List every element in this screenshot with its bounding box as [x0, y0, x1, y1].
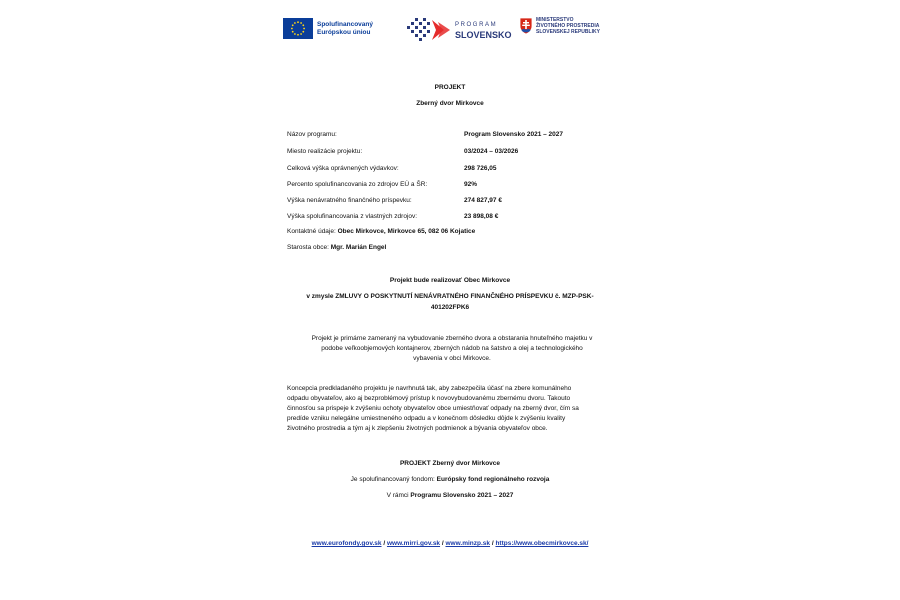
link-separator: /: [381, 540, 387, 547]
mayor-value: Mgr. Marián Engel: [330, 244, 387, 251]
detail-row-cofinancing-percent: [287, 181, 617, 190]
detail-value: 03/2024 – 03/2026: [464, 148, 519, 155]
paragraph-line: odpadu obyvateľov, ako aj bezproblémový prístup k novovybudovanému zbernému dvoru. Takouto: [287, 395, 571, 402]
eu-logo-line1: Spolufinancovaný: [317, 20, 373, 28]
logo-bar: [283, 14, 618, 48]
detail-value: 298 726,05: [464, 165, 497, 172]
contact-info: [287, 228, 617, 237]
mayor-label: Starosta obce:: [287, 244, 331, 251]
program-name: Programu Slovensko 2021 – 2027: [410, 492, 514, 499]
realization-line2: v zmysle ZMLUVY O POSKYTNUTÍ NENÁVRATNÉHO FINANČNÉHO PRÍSPEVKU č. MZP-PSK-: [306, 293, 594, 300]
link-obec-mirkovce[interactable]: https://www.obecmirkovce.sk/: [495, 540, 589, 547]
link-eurofondy[interactable]: www.eurofondy.gov.sk: [311, 540, 382, 547]
detail-label: Výška spolufinancovania z vlastných zdrojov:: [287, 213, 418, 220]
link-separator: /: [440, 540, 446, 547]
paragraph-concept: [287, 384, 617, 434]
program-slovensko-logo: [406, 16, 512, 44]
footer-project-title: PROJEKT Zberný dvor Mirkovce: [399, 460, 501, 467]
paragraph-line: Koncepcia predkladaného projektu je navrhnutá tak, aby zabezpečila účasť na zbere komunálneho: [287, 385, 572, 392]
detail-row-total-expenses: [287, 165, 617, 174]
project-name: Zberný dvor Mirkovce: [416, 100, 484, 107]
detail-label: Percento spolufinancovania zo zdrojov EÚ a ŠR:: [287, 181, 428, 188]
detail-row-grant-amount: [287, 197, 617, 206]
eu-flag-icon: [283, 18, 313, 39]
realization-line1: Projekt bude realizovať Obec Mirkovce: [389, 277, 511, 284]
fund-prefix: Je spolufinancovaný fondom:: [350, 476, 437, 483]
link-mirri[interactable]: www.mirri.gov.sk: [386, 540, 441, 547]
program-slovensko-mark-icon: [406, 16, 452, 44]
program-prefix: V rámci: [386, 492, 411, 499]
mayor-info: [287, 244, 617, 253]
detail-label: Miesto realizácie projektu:: [287, 148, 363, 155]
paragraph-line: činnosťou sa prispeje k zvýšeniu ochoty obyvateľov obce umiestňovať odpady na zberný dvor, čím sa: [287, 405, 579, 412]
links-footer: [280, 540, 620, 547]
detail-row-location: [287, 148, 617, 157]
ministry-line2: ŽIVOTNÉHO PROSTREDIA: [536, 23, 600, 29]
ministry-line3: SLOVENSKEJ REPUBLIKY: [536, 29, 600, 35]
paragraph-line: životného prostredia a tým aj k zlepšeniu životných podmienok a bývania obyvateľov obce.: [287, 425, 548, 432]
paragraph-line: podobe veľkoobjemových kontajnerov, zberných nádob na šatstvo a olej a technologického: [321, 345, 583, 352]
detail-value: 92%: [464, 181, 478, 188]
eu-logo-line2: Európskou úniou: [317, 28, 371, 36]
fund-name: Európsky fond regionálneho rozvoja: [436, 476, 550, 483]
ministry-logo: [519, 17, 600, 35]
paragraph-line: Projekt je primárne zameraný na vybudovanie zberného dvora a obstarania hnuteľného majetku v: [311, 335, 593, 342]
detail-row-program: [287, 131, 617, 140]
contact-value: Obec Mirkovce, Mirkovce 65, 082 06 Kojatice: [337, 228, 476, 235]
paragraph-project-aim: [287, 334, 617, 364]
project-label: PROJEKT: [434, 84, 466, 91]
footer-program-line: [280, 492, 620, 499]
eu-logo: [283, 18, 373, 39]
footer-fund-line: [280, 476, 620, 483]
detail-value: 274 827,97 €: [464, 197, 502, 204]
ministry-line1: MINISTERSTVO: [536, 17, 574, 23]
program-slovensko-line1: PROGRAM: [455, 22, 498, 28]
detail-row-own-funds: [287, 213, 617, 222]
detail-label: Celková výška oprávnených výdavkov:: [287, 165, 399, 172]
detail-label: Výška nenávratného finančného príspevku:: [287, 197, 412, 204]
paragraph-line: predíde vzniku nelegálne umiestneného odpadu a v konečnom dôsledku dôjde k zvýšeniu kvality: [287, 415, 566, 422]
detail-value: Program Slovensko 2021 – 2027: [464, 131, 564, 138]
program-slovensko-line2: SLOVENSKO: [455, 30, 512, 40]
realization-line3: 401202FPK6: [430, 304, 470, 311]
link-separator: /: [490, 540, 496, 547]
detail-value: 23 898,08 €: [464, 213, 499, 220]
contact-label: Kontaktné údaje:: [287, 228, 338, 235]
detail-label: Názov programu:: [287, 131, 337, 138]
slovak-crest-icon: [519, 17, 533, 35]
link-minzp[interactable]: www.minzp.sk: [445, 540, 491, 547]
paragraph-line: vybavenia v obci Mirkovce.: [413, 355, 491, 362]
